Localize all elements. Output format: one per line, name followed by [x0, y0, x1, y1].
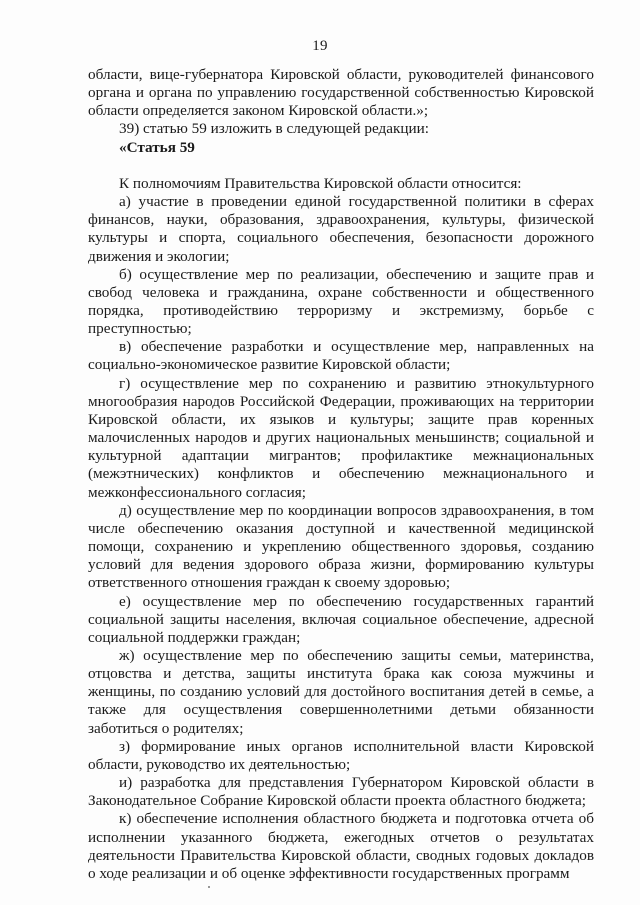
amendment-39: 39) статью 59 изложить в следующей редакции: — [119, 120, 429, 138]
list-item-b: б) осуществление мер по реализации, обеспечению и защите прав и свобод человека и гражданина, охране собственности и общественного порядка, противодействию терроризму и экстремизму, борьбе с преступностью; — [88, 265, 594, 338]
list-item-zh: ж) осуществление мер по обеспечению защиты семьи, материнства, отцовства и детства, защиты института брака как союза мужчины и женщины, по созданию условий для достойного воспитания детей в семье, а также для осуществления совершеннолетними детьми обязанности заботиться о родителях; — [88, 646, 594, 737]
document-body — [88, 66, 594, 883]
article-heading: «Статья 59 — [119, 138, 195, 156]
page-number: 19 — [312, 38, 328, 54]
scan-speck — [208, 886, 210, 888]
list-item-e: е) осуществление мер по обеспечению государственных гарантий социальной защиты населения, включая социальное обеспечение, адресной социальной поддержки граждан; — [88, 592, 594, 646]
list-item-v: в) обеспечение разработки и осуществление мер, направленных на социально-экономическое развитие Кировской области; — [88, 338, 594, 374]
list-item-a: а) участие в проведении единой государственной политики в сферах финансов, науки, образования, здравоохранения, культуры, физической культуры и спорта, социального обеспечения, безопасности дорожного движения и экологии; — [88, 193, 594, 265]
list-item-k: к) обеспечение исполнения областного бюджета и подготовка отчета об исполнении указанного бюджета, ежегодных отчетов о результатах деятельности Правительства Кировской области, сводных годовых докладов о ходе реализации и об оценке эффективности государственных программ — [88, 810, 594, 882]
list-item-d: д) осуществление мер по координации вопросов здравоохранения, в том числе обеспечению оказания доступной и качественной медицинской помощи, сохранению и укреплению общественного здоровья, созданию условий для ведения здорового образа жизни, формированию культуры ответственного отношения граждан к своему здоровью; — [88, 501, 594, 592]
blank-line — [88, 157, 594, 175]
opening-paragraph: области, вице-губернатора Кировской области, руководителей финансового органа и органа по управлению государственной собственностью Кировской области определяется законом Кировской области.»; — [88, 66, 594, 120]
list-item-z: з) формирование иных органов исполнительной власти Кировской области, руководство их деятельностью; — [88, 737, 594, 773]
list-item-i: и) разработка для представления Губернатором Кировской области в Законодательное Собрание Кировской области проекта областного бюджета; — [88, 774, 594, 810]
list-item-g: г) осуществление мер по сохранению и развитию этнокультурного многообразия народов Российской Федерации, проживающих на территории Кировской области, их языков и культуры; защите прав коренных малочисленных народов и других национальных меньшинств; социальной и культурной адаптации мигрантов; профилактике межнациональных (межэтнических) конфликтов и обеспечению межнационального и межконфессионального согласия; — [88, 374, 594, 501]
article-intro: К полномочиям Правительства Кировской области относится: — [119, 174, 522, 192]
